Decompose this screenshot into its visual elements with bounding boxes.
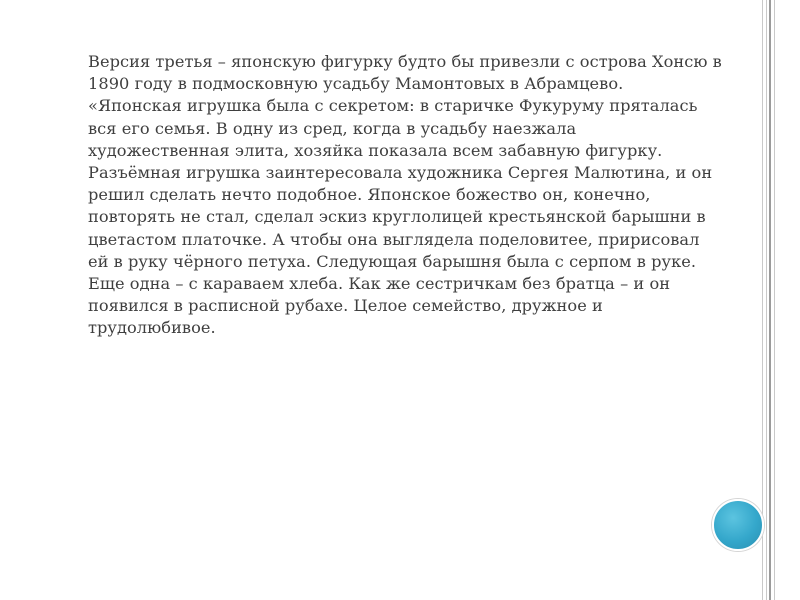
- bullet-icon: [62, 51, 88, 53]
- decorative-border-line: [769, 0, 771, 600]
- decorative-border-line: [774, 0, 775, 600]
- decorative-border-line: [762, 0, 763, 600]
- bullet-item: [62, 51, 722, 340]
- slide-body: [62, 51, 722, 340]
- decorative-border-line: [766, 0, 767, 600]
- bullet-text: Версия третья – японскую фигурку будто бы привезли с острова Хонсю в 1890 году в подмосковную усадьбу Мамонтовых в Абрамцево. «Японская игрушка была с секретом: в старичке Фукуруму пряталась вся его семья. В одну из сред, когда в усадьбу наезжала художественная элита, хозяйка показала всем забавную фигурку. Разъёмная игрушка заинтересовала художника Сергея Малютина, и он решил сделать нечто подобное. Японское божество он, конечно, повторять не стал, сделал эскиз круглолицей крестьянской барышни в цветастом платочке. А чтобы она выглядела поделовитее, пририсовал ей в руку чёрного петуха. Следующая барышня была с серпом в руке. Еще одна – с караваем хлеба. Как же сестричкам без братца – и он появился в расписной рубахе. Целое семейство, дружное и трудолюбивое.: [88, 52, 722, 338]
- accent-circle-icon: [712, 499, 764, 551]
